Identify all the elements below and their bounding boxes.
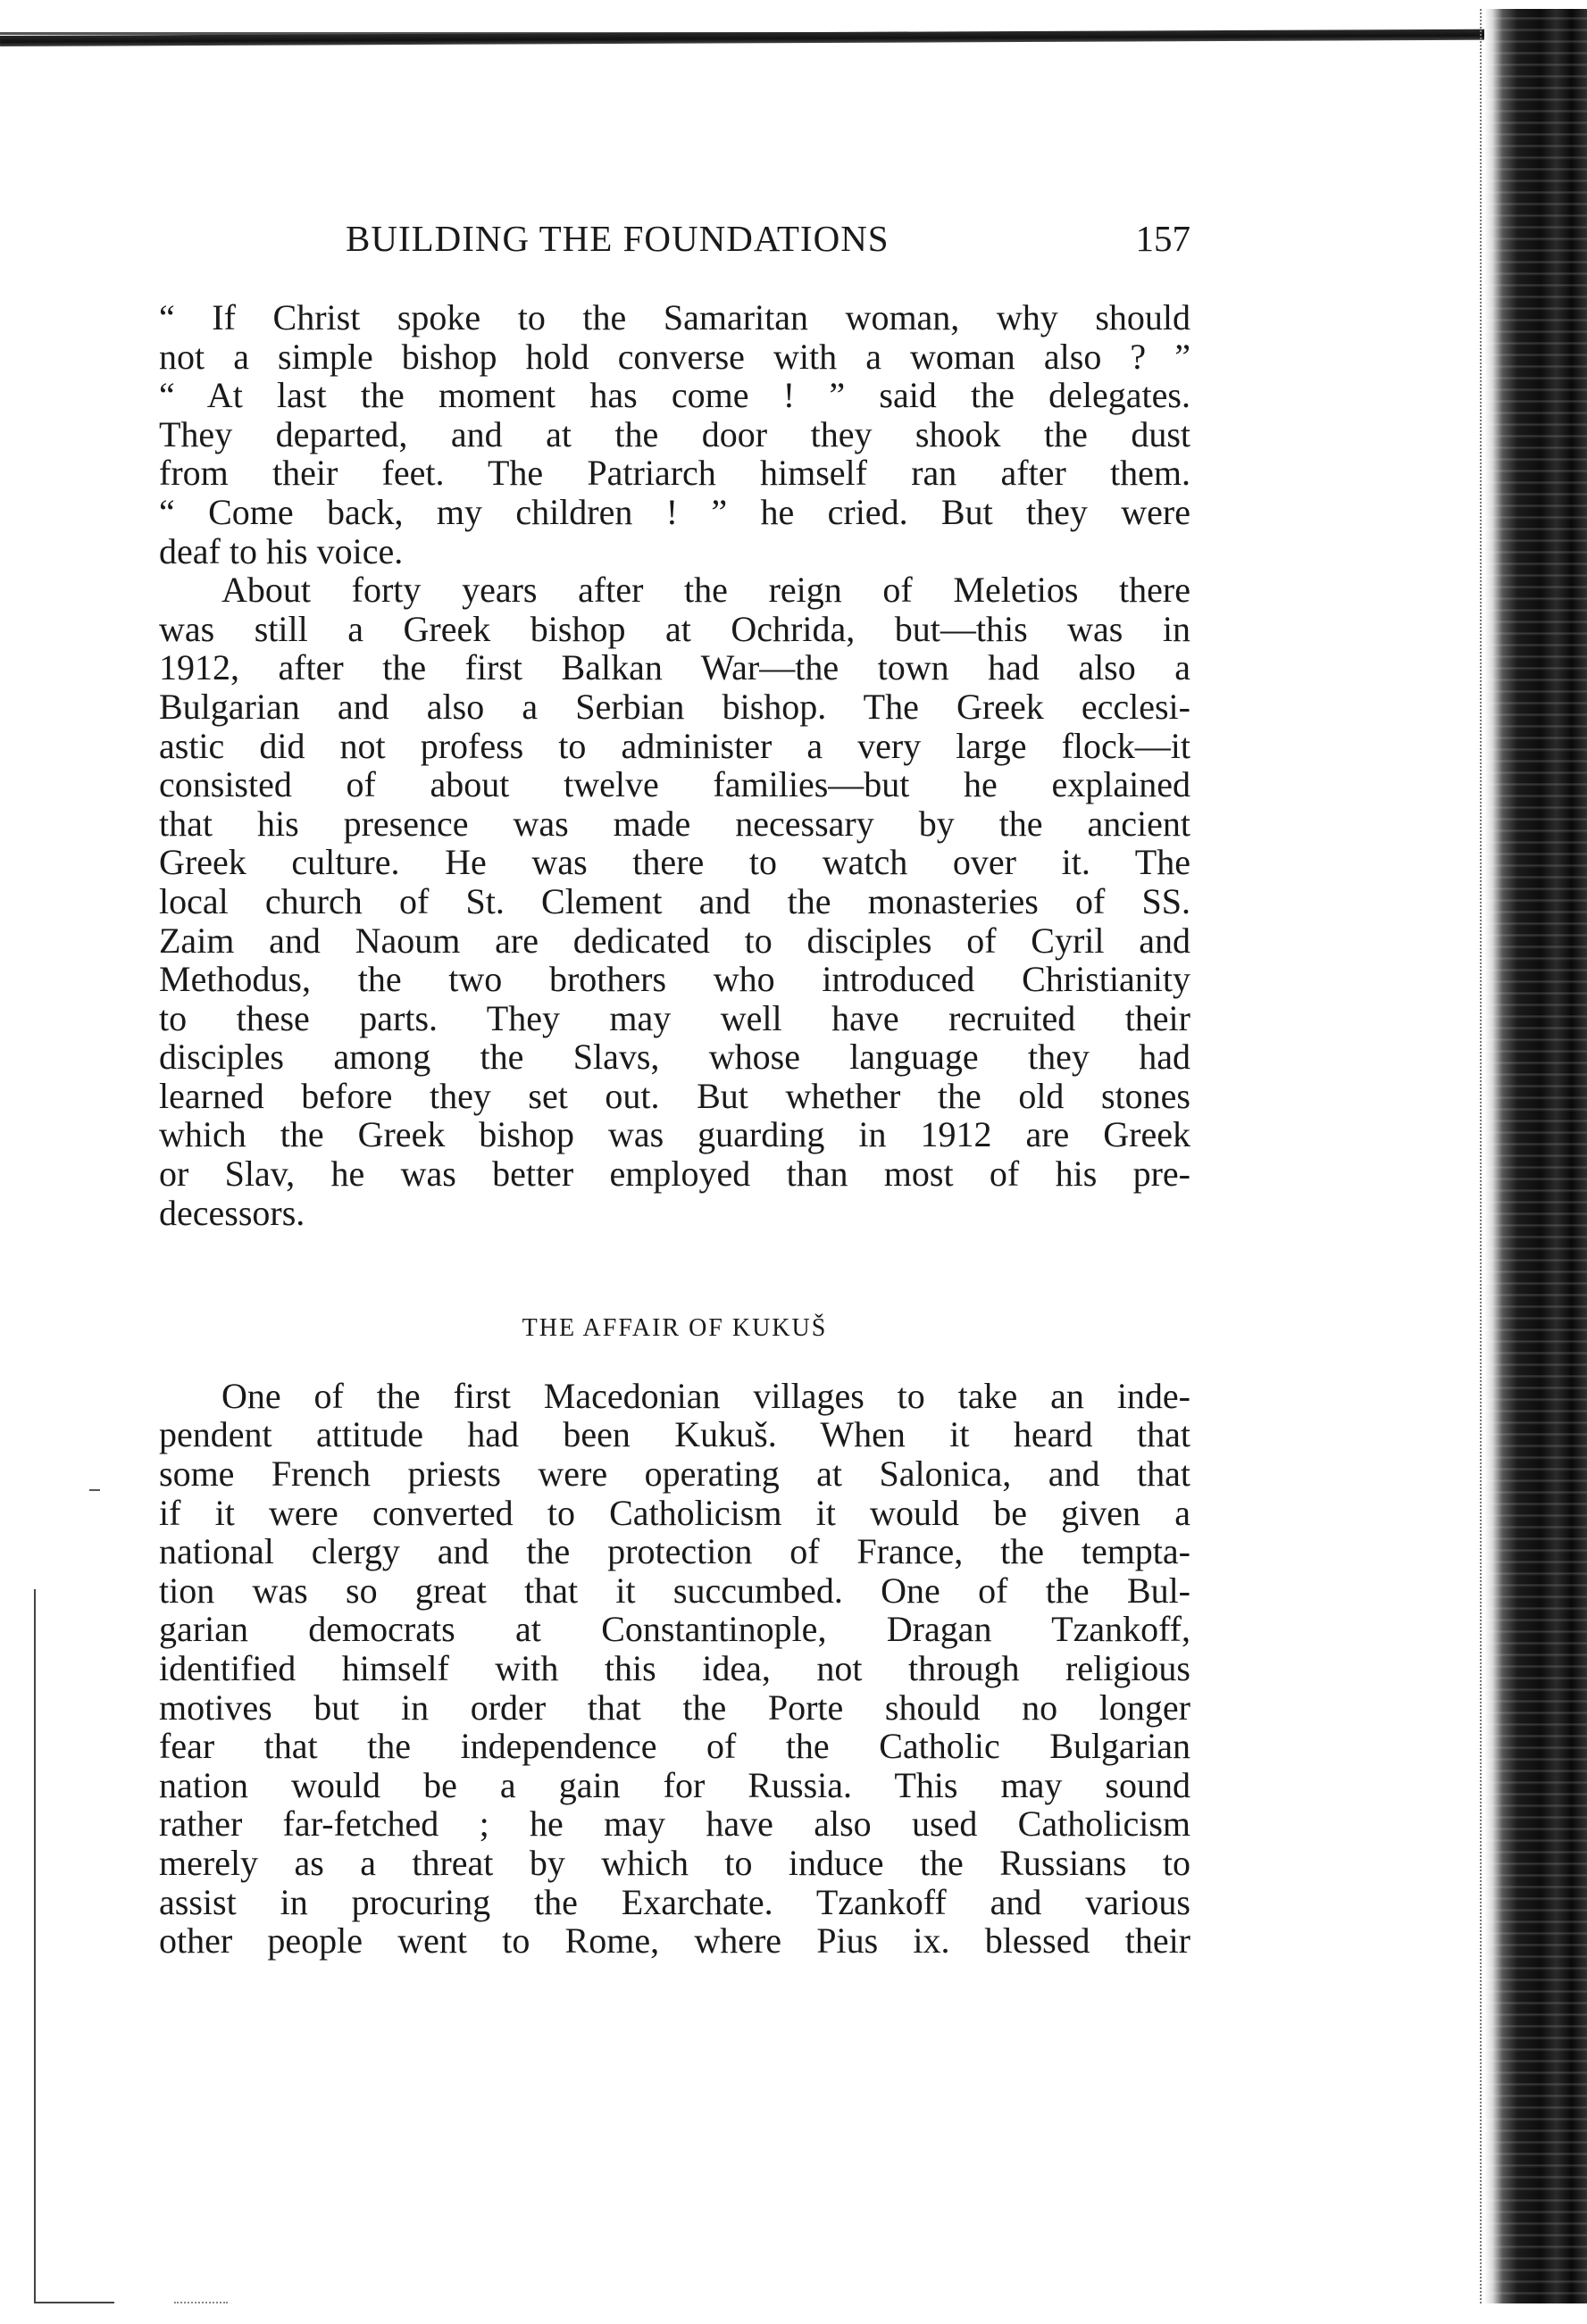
- text-line: They departed, and at the door they shook the dust: [159, 413, 1190, 454]
- text-line: fear that the independence of the Catholic Bulgarian: [159, 1726, 1190, 1767]
- section-heading: THE AFFAIR OF KUKUŠ: [522, 1314, 828, 1343]
- text-line: Methodus, the two brothers who introduced Christianity: [159, 959, 1190, 1000]
- text-line: learned before they set out. But whether the old stones: [159, 1075, 1190, 1116]
- text-line: About forty years after the reign of Meletios there: [221, 570, 1190, 611]
- text-line: Bulgarian and also a Serbian bishop. The Greek ecclesi-: [159, 686, 1190, 727]
- page-edge: [1480, 9, 1487, 2303]
- paragraph-2: [159, 571, 1190, 1232]
- text-line: pendent attitude had been Kukuš. When it heard that: [159, 1414, 1190, 1455]
- paragraph-3: [159, 1377, 1190, 1961]
- text-line: “ If Christ spoke to the Samaritan woman, why should: [159, 297, 1190, 337]
- running-head: [159, 217, 1190, 262]
- text-line: was still a Greek bishop at Ochrida, but—this was in: [159, 608, 1190, 649]
- text-line: garian democrats at Constantinople, Dragan Tzankoff,: [159, 1609, 1190, 1650]
- body-text: [159, 298, 1190, 1961]
- running-title: BUILDING THE FOUNDATIONS: [346, 218, 890, 259]
- text-line: One of the first Macedonian villages to take an inde-: [221, 1375, 1190, 1416]
- text-line: deaf to his voice.: [159, 530, 404, 571]
- text-line: to these parts. They may well have recruited their: [159, 997, 1190, 1038]
- text-line: merely as a threat by which to induce the Russians to: [159, 1842, 1190, 1883]
- text-line: nation would be a gain for Russia. This may sound: [159, 1764, 1190, 1805]
- text-line: “ At last the moment has come ! ” said the delegates.: [159, 375, 1190, 416]
- text-line: other people went to Rome, where Pius ix. blessed their: [159, 1920, 1190, 1962]
- text-line: identified himself with this idea, not through religious: [159, 1648, 1190, 1688]
- text-line: some French priests were operating at Salonica, and that: [159, 1454, 1190, 1495]
- text-line: Zaim and Naoum are dedicated to disciples of Cyril and: [159, 920, 1190, 961]
- page-number: 157: [1135, 218, 1190, 259]
- text-line: consisted of about twelve families—but he explained: [159, 764, 1190, 805]
- scan-bottom-dash: [174, 2302, 228, 2304]
- text-line: “ Come back, my children ! ” he cried. But they were: [159, 491, 1190, 532]
- text-line: rather far-fetched ; he may have also used Catholicism: [159, 1803, 1190, 1845]
- text-line: decessors.: [159, 1192, 305, 1233]
- text-line: or Slav, he was better employed than most of his pre-: [159, 1154, 1190, 1195]
- text-line: disciples among the Slavs, whose language they had: [159, 1037, 1190, 1078]
- text-line: from their feet. The Patriarch himself ran after them.: [159, 453, 1190, 494]
- text-line: tion was so great that it succumbed. One of the Bul-: [159, 1570, 1190, 1611]
- text-line: Greek culture. He was there to watch over it. The: [159, 842, 1190, 883]
- text-line: astic did not profess to administer a very large flock—it: [159, 725, 1190, 766]
- paragraph-1: [159, 298, 1190, 571]
- text-line: national clergy and the protection of France, the tempta-: [159, 1531, 1190, 1572]
- book-spine-shadow: [1484, 9, 1587, 2303]
- text-line: local church of St. Clement and the monasteries of SS.: [159, 880, 1190, 921]
- text-line: assist in procuring the Exarchate. Tzankoff and various: [159, 1881, 1190, 1922]
- text-line: 1912, after the first Balkan War—the town had also a: [159, 647, 1190, 688]
- text-line: if it were converted to Catholicism it would be given a: [159, 1492, 1190, 1533]
- text-line: not a simple bishop hold converse with a woman also ? ”: [159, 336, 1190, 377]
- stray-margin-mark: [89, 1489, 100, 1491]
- text-line: motives but in order that the Porte should no longer: [159, 1687, 1190, 1728]
- text-line: which the Greek bishop was guarding in 1912 are Greek: [159, 1114, 1190, 1155]
- text-line: that his presence was made necessary by the ancient: [159, 803, 1190, 844]
- scan-left-margin-foot: [34, 2302, 114, 2303]
- scan-left-margin-line: [34, 1589, 36, 2303]
